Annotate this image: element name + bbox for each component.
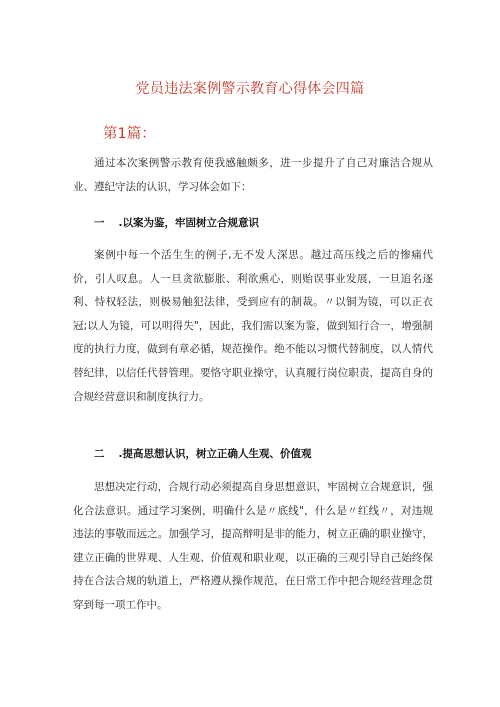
document-title: 党员违法案例警示教育心得体会四篇 bbox=[135, 81, 365, 97]
section-title: .提高思想认识，树立正确人生观、价值观 bbox=[118, 448, 312, 460]
section-heading-1 bbox=[94, 215, 259, 230]
part-heading: 第1篇： bbox=[103, 126, 156, 142]
section-number: 一 bbox=[94, 217, 105, 229]
section-paragraph-2: 思想决定行动，合规行动必须提高自身思想意识，牢固树立合规意识，强化合法意识。通过学习案例，明确什么是〃底线"，什么是〃红线〃，对违规违法的事敬而远之。加强学习，提高辩明是非的能力，树立正确的职业操守，建立正确的世界观、人生观、价值观和职业观，以正确的三观引导自己始终保持在合法合规的轨道上，严格遵从操作规范，在日常工作中把合规经营理念贯穿到每一项工作中。 bbox=[73, 481, 433, 611]
section-heading-2 bbox=[94, 446, 312, 461]
section-title: .以案为鉴，牢固树立合规意识 bbox=[118, 217, 259, 229]
intro-paragraph: 通过本次案例警示教育使我感触颇多，进一步提升了自己对廉洁合规从业、遵纪守法的认识，学习体会如下： bbox=[73, 157, 433, 193]
section-number: 二 bbox=[94, 448, 105, 460]
section-paragraph-1: 案例中每一个活生生的例子,无不发人深思。越过高压线之后的惨痛代价，引人叹息。人一旦贪欲膨胀、利欲熏心，则贻误事业发展，一旦追名逐利、恃权轻法，则极易触犯法律，受到应有的制裁。〃以铜为镜，可以正衣冠;以人为镜，可以明得失"，因此，我们需以案为鉴，做到知行合一，增强制度的执行力度，做到有章必循，规范操作。绝不能以习惯代替制度，以人情代替纪律，以信任代替管理。要恪守职业操守，认真履行岗位职责，提高自身的合规经营意识和制度执行力。 bbox=[73, 249, 433, 403]
